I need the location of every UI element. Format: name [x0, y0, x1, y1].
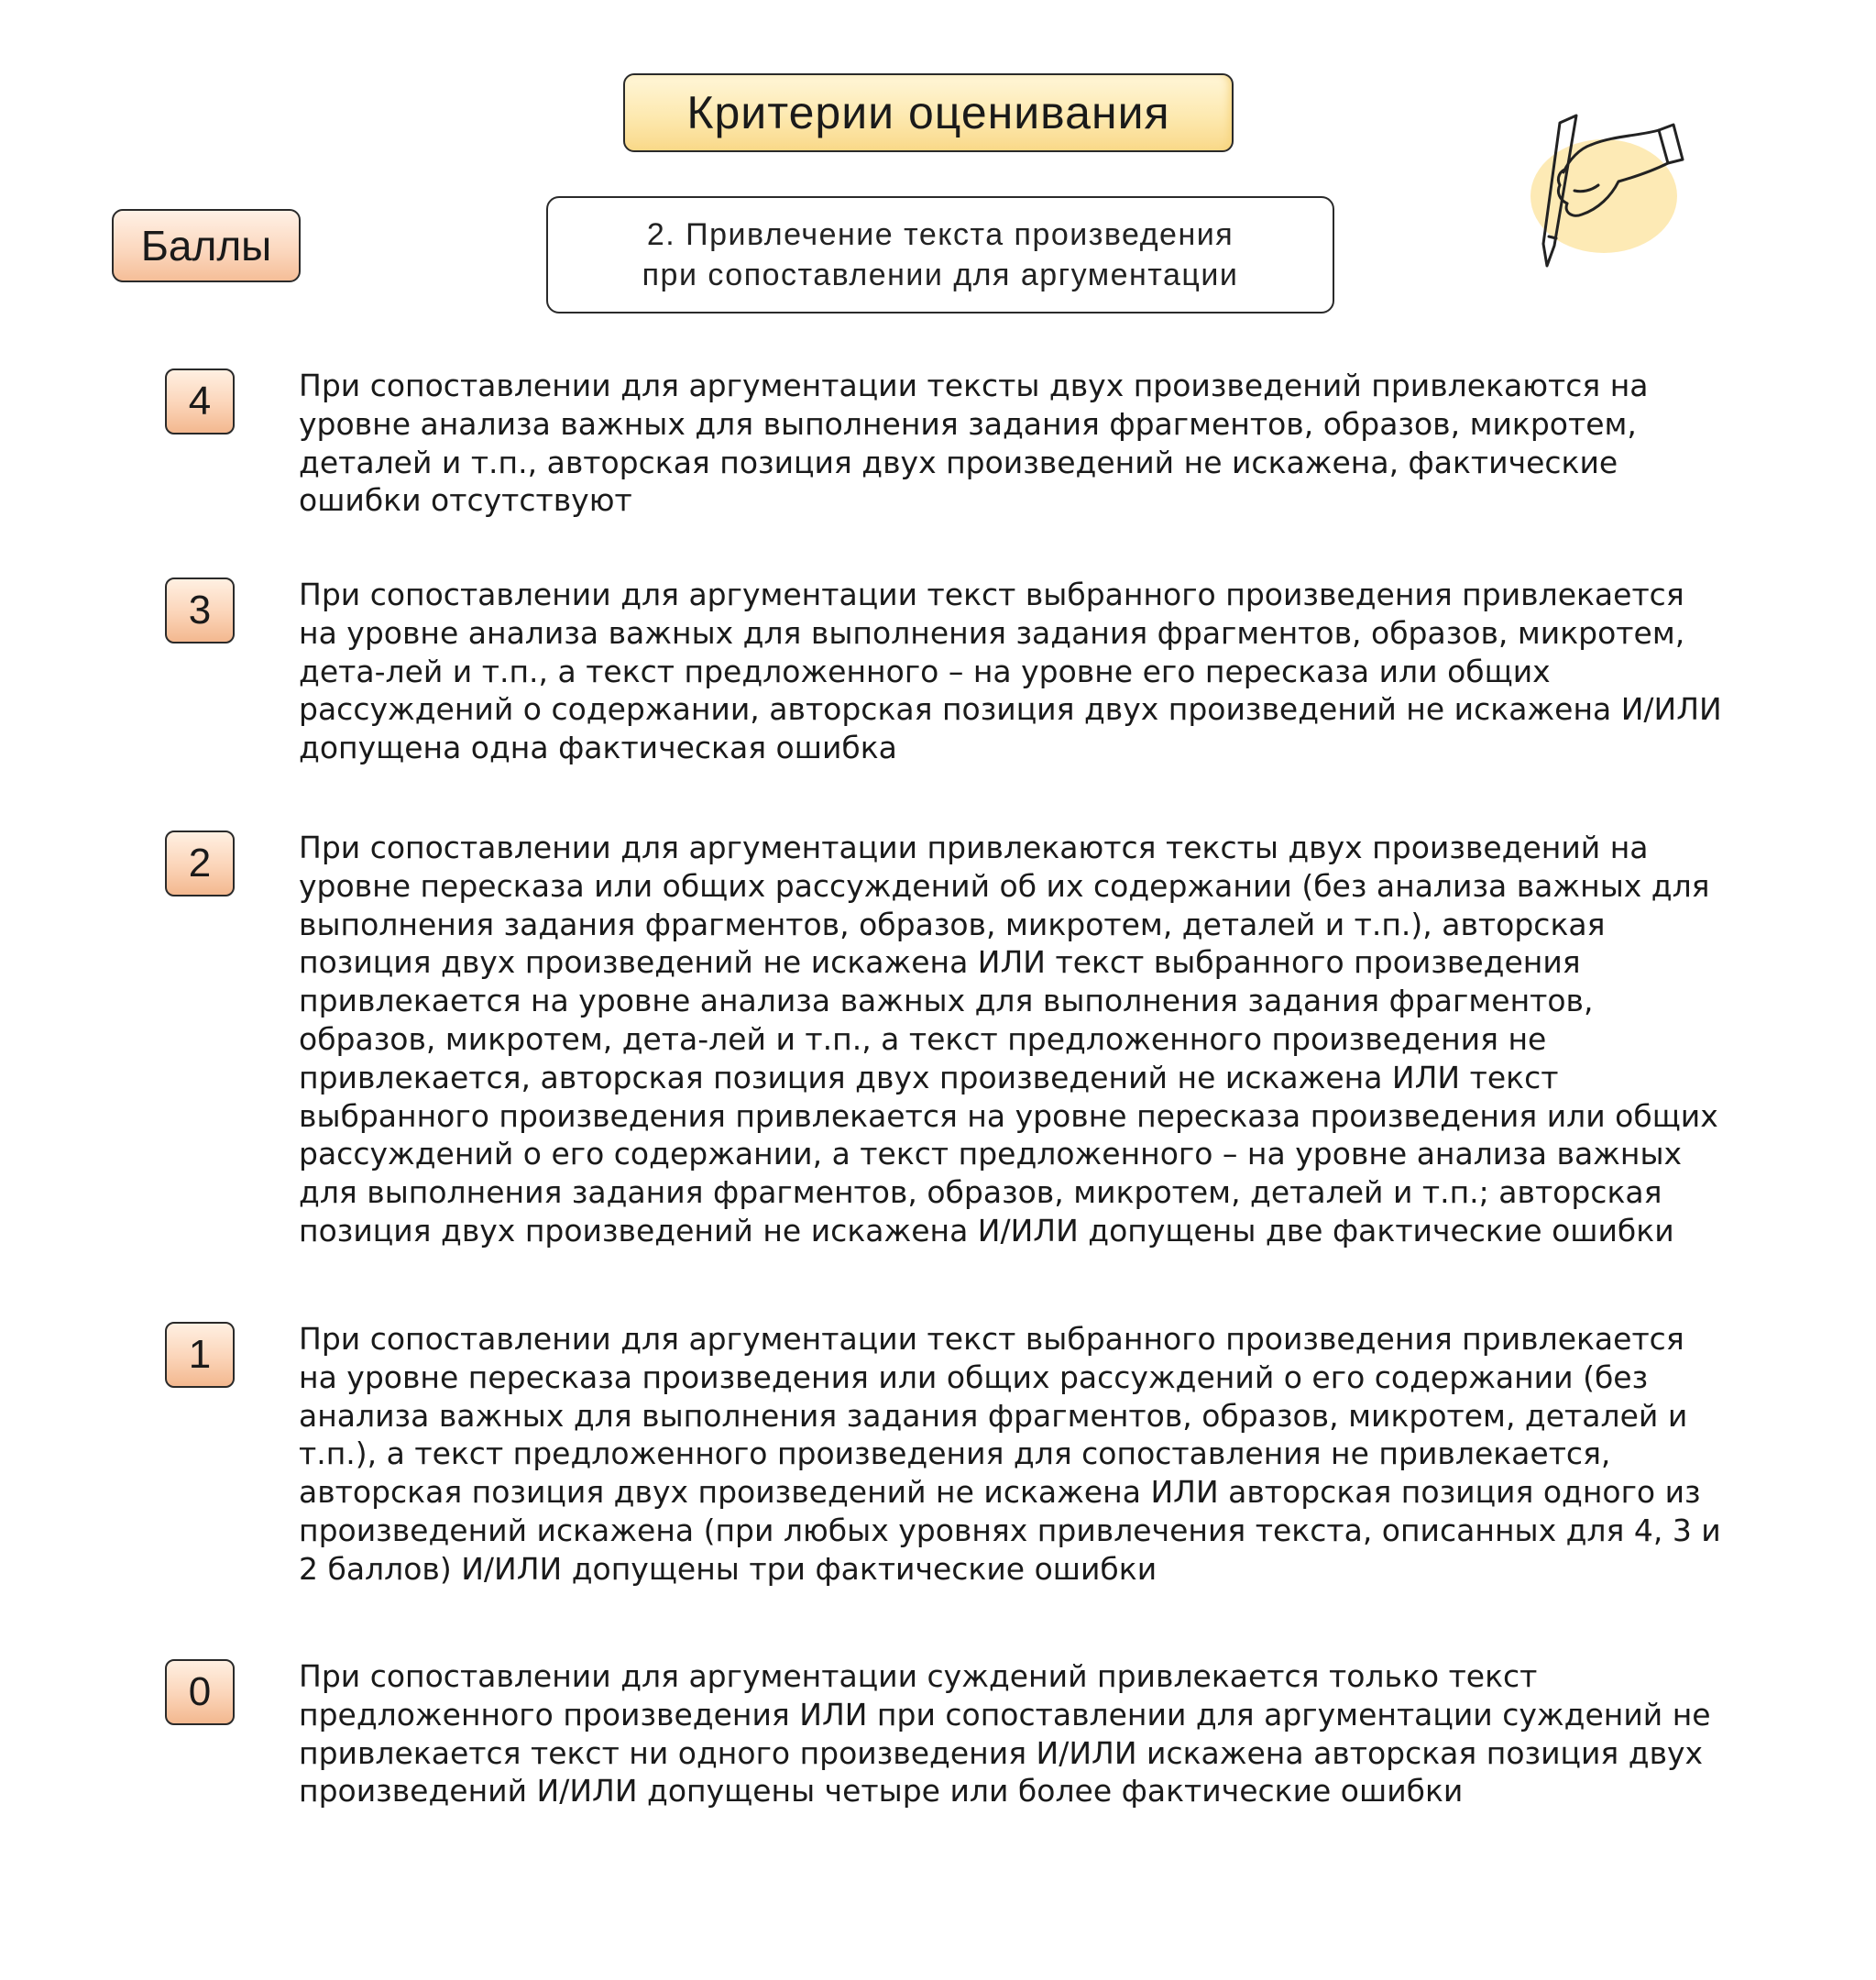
criterion-description: При сопоставлении для аргументации привлекаются тексты двух произведений на уровне пересказа или общих рассуждений об их содержании (без анализа важных для выполнения задания фрагментов, образов, микротем, деталей и т.п.), авторская позиция двух произведений не искажена ИЛИ текст выбранного произведения привлекается на уровне анализа важных для выполнения задания фрагментов, образов, микротем, дета-лей и т.п., а текст предложенного произведения не привлекается, авторская позиция двух произведений не искажена ИЛИ текст выбранного произведения привлекается на уровне пересказа произведения или общих рассуждений о его содержании, а текст предложенного – на уровне анализа важных для выполнения задания фрагментов, образов, микротем, деталей и т.п.; авторская позиция двух произведений не искажена И/ИЛИ допущены две фактические ошибки	[299, 830, 1718, 1248]
criterion-description: При сопоставлении для аргументации текст выбранного произведения привлекается на уровне анализа важных для выполнения задания фрагментов, образов, микротем, дета-лей и т.п., а текст предложенного – на уровне его пересказа или общих рассуждений о содержании, авторская позиция двух произведений не искажена И/ИЛИ допущена одна фактическая ошибка	[299, 577, 1722, 766]
criterion-description: При сопоставлении для аргументации текст выбранного произведения привлекается на уровне пересказа произведения или общих рассуждений о его содержании (без анализа важных для выполнения задания фрагментов, образов, микротем, деталей и т.п.), а текст предложенного произведения для сопоставления не привлекается, авторская позиция двух произведений не искажена ИЛИ авторская позиция одного из произведений искажена (при любых уровнях привлечения текста, описанных для 4, 3 и 2 баллов) И/ИЛИ допущены три фактические ошибки	[299, 1321, 1721, 1587]
page-title: Критерии оценивания	[623, 73, 1234, 152]
score-badge: 3	[165, 578, 235, 644]
score-badge: 2	[165, 830, 235, 896]
score-badge: 4	[165, 368, 235, 434]
points-label: Баллы	[112, 209, 301, 282]
criterion-description: При сопоставлении для аргументации суждений привлекается только текст предложенного произведения ИЛИ при сопоставлении для аргументации суждений не привлекается текст ни одного произведения И/ИЛИ искажена авторская позиция двух произведений И/ИЛИ допущены четыре или более фактические ошибки	[299, 1658, 1711, 1810]
hand-writing-icon	[1503, 108, 1695, 273]
criterion-description: При сопоставлении для аргументации тексты двух произведений привлекаются на уровне анализа важных для выполнения задания фрагментов, образов, микротем, деталей и т.п., авторская позиция двух произведений не искажена, фактические ошибки отсутствуют	[299, 368, 1649, 519]
criterion-title-line-1: 2. Привлечение текста произведения	[646, 217, 1234, 252]
score-badge: 0	[165, 1659, 235, 1725]
criterion-title-line-2: при сопоставлении для аргументации	[642, 258, 1239, 292]
criterion-title	[546, 196, 1334, 314]
score-badge: 1	[165, 1322, 235, 1388]
